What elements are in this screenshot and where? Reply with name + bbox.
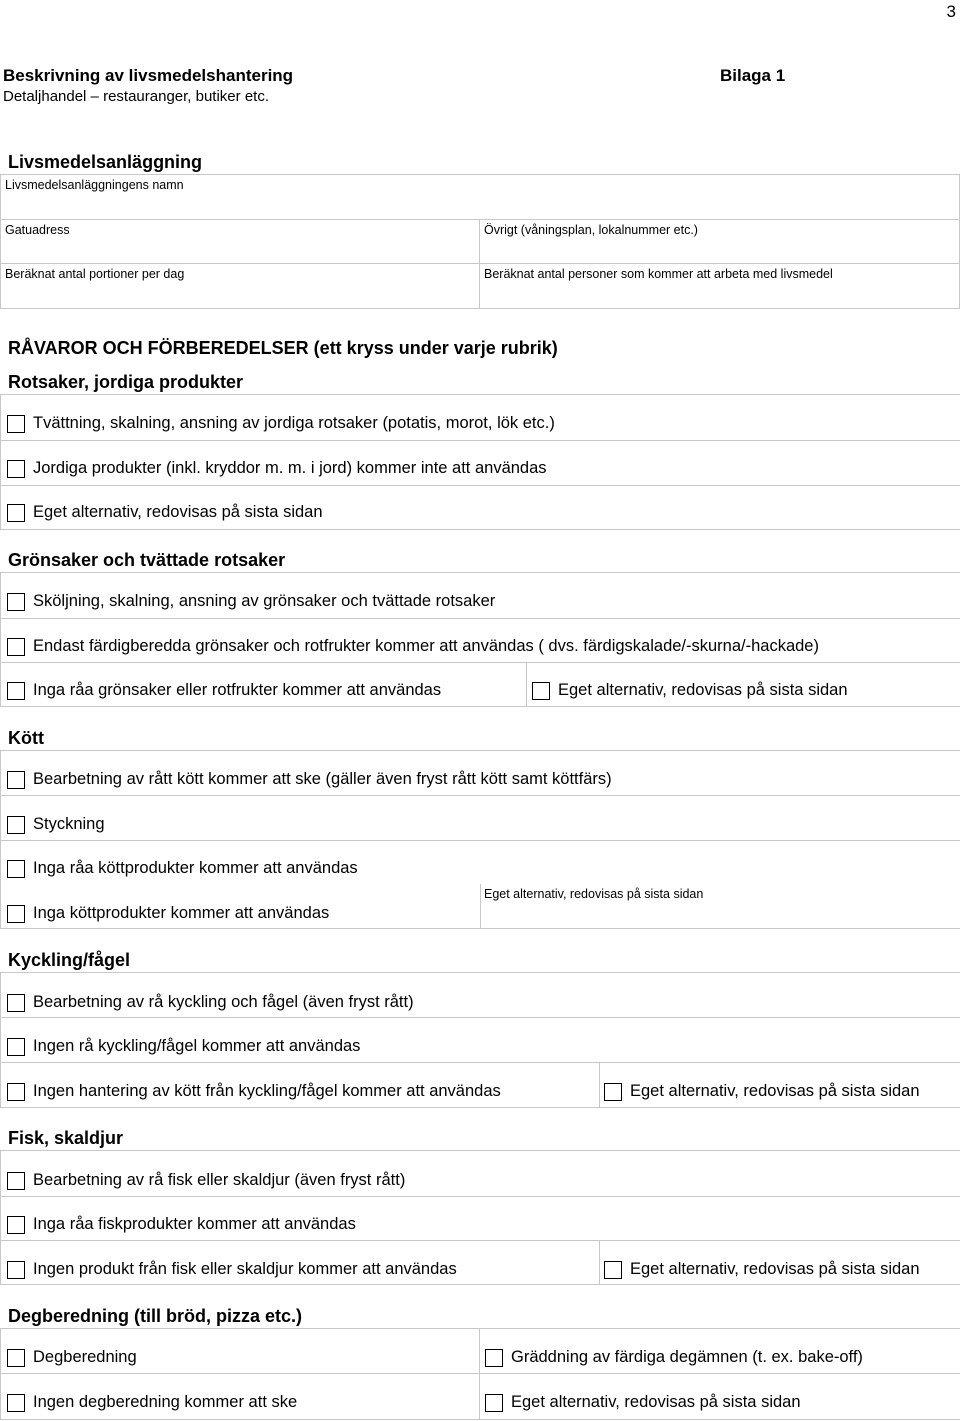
root-divider-2 bbox=[0, 485, 960, 486]
other-address-label: Övrigt (våningsplan, lokalnummer etc.) bbox=[484, 223, 698, 237]
option-label: Inga råa köttprodukter kommer att användas bbox=[33, 859, 358, 877]
checkbox[interactable] bbox=[7, 771, 25, 789]
fish-option-3[interactable] bbox=[7, 1260, 457, 1279]
checkbox[interactable] bbox=[7, 994, 25, 1012]
option-label: Inga råa fiskprodukter kommer att användas bbox=[33, 1215, 356, 1233]
option-label: Sköljning, skalning, ansning av grönsaker och tvättade rotsaker bbox=[33, 592, 496, 610]
fish-heading: Fisk, skaldjur bbox=[8, 1128, 124, 1148]
option-label: Ingen produkt från fisk eller skaldjur kommer att användas bbox=[33, 1260, 457, 1278]
street-address-field[interactable] bbox=[0, 219, 480, 264]
option-label: Jordiga produkter (inkl. kryddor m. m. i jord) kommer inte att användas bbox=[33, 459, 547, 477]
poultry-option-4[interactable] bbox=[604, 1082, 920, 1101]
checkbox[interactable] bbox=[7, 1394, 25, 1412]
option-label: Eget alternativ, redovisas på sista sidan bbox=[511, 1393, 801, 1411]
poultry-option-2[interactable] bbox=[7, 1037, 360, 1056]
checkbox[interactable] bbox=[532, 682, 550, 700]
fish-divider-2 bbox=[0, 1240, 960, 1241]
root-option-1[interactable] bbox=[7, 414, 555, 433]
fish-option-1[interactable] bbox=[7, 1171, 405, 1190]
checkbox[interactable] bbox=[7, 905, 25, 923]
dough-option-1[interactable] bbox=[7, 1348, 137, 1367]
veg-option-3[interactable] bbox=[7, 681, 477, 700]
document-subtitle: Detaljhandel – restauranger, butiker etc. bbox=[3, 88, 269, 105]
facility-heading: Livsmedelsanläggning bbox=[8, 152, 203, 172]
meat-option-1[interactable] bbox=[7, 770, 612, 789]
poultry-option-3[interactable] bbox=[7, 1082, 501, 1101]
poultry-option-1[interactable] bbox=[7, 993, 414, 1012]
option-label: Inga råa grönsaker eller rotfrukter kommer att användas bbox=[33, 681, 442, 699]
dough-heading: Degberedning (till bröd, pizza etc.) bbox=[8, 1306, 303, 1326]
facility-name-label: Livsmedelsanläggningens namn bbox=[5, 178, 184, 192]
option-label: Degberedning bbox=[33, 1348, 137, 1366]
portions-label: Beräknat antal portioner per dag bbox=[5, 267, 185, 281]
meat-own-alternative-field[interactable]: Eget alternativ, redovisas på sista sidan bbox=[484, 887, 704, 901]
portions-field[interactable] bbox=[0, 263, 480, 309]
option-label: Ingen hantering av kött från kyckling/fågel kommer att användas bbox=[33, 1082, 501, 1100]
dough-divider-1 bbox=[0, 1373, 960, 1374]
poultry-divider-1 bbox=[0, 1017, 960, 1018]
checkbox[interactable] bbox=[485, 1394, 503, 1412]
dough-option-2[interactable] bbox=[485, 1348, 863, 1367]
checkbox[interactable] bbox=[7, 593, 25, 611]
other-address-field[interactable] bbox=[479, 219, 960, 264]
checkbox[interactable] bbox=[7, 1172, 25, 1190]
checkbox[interactable] bbox=[604, 1261, 622, 1279]
option-label: Bearbetning av rå fisk eller skaldjur (även fryst rått) bbox=[33, 1171, 406, 1189]
checkbox[interactable] bbox=[7, 415, 25, 433]
veg-option-4[interactable] bbox=[532, 681, 848, 700]
dough-option-3[interactable] bbox=[7, 1393, 297, 1412]
option-label: Bearbetning av rå kyckling och fågel (även fryst rått) bbox=[33, 993, 414, 1011]
page-number: 3 bbox=[946, 2, 956, 21]
option-label: Gräddning av färdiga degämnen (t. ex. bake-off) bbox=[511, 1348, 863, 1366]
persons-label: Beräknat antal personer som kommer att arbeta med livsmedel bbox=[484, 267, 833, 281]
veg-column-divider bbox=[526, 662, 527, 707]
checkbox[interactable] bbox=[7, 1216, 25, 1234]
meat-option-4[interactable] bbox=[7, 904, 329, 923]
checkbox[interactable] bbox=[7, 1083, 25, 1101]
checkbox[interactable] bbox=[7, 1261, 25, 1279]
checkbox[interactable] bbox=[604, 1083, 622, 1101]
checkbox[interactable] bbox=[7, 682, 25, 700]
root-option-2[interactable] bbox=[7, 459, 547, 478]
checkbox[interactable] bbox=[7, 638, 25, 656]
street-address-label: Gatuadress bbox=[5, 223, 70, 237]
option-label: Bearbetning av rått kött kommer att ske (gäller även fryst rått kött samt köttfärs) bbox=[33, 770, 612, 788]
checkbox[interactable] bbox=[7, 816, 25, 834]
meat-option-2[interactable] bbox=[7, 815, 105, 834]
checkbox[interactable] bbox=[7, 860, 25, 878]
veg-heading: Grönsaker och tvättade rotsaker bbox=[8, 550, 286, 570]
raw-materials-heading: RÅVAROR OCH FÖRBEREDELSER (ett kryss under varje rubrik) bbox=[8, 338, 558, 358]
dough-column-divider bbox=[479, 1328, 480, 1420]
meat-divider-2 bbox=[0, 840, 960, 841]
veg-divider-2 bbox=[0, 662, 960, 663]
checkbox[interactable] bbox=[7, 1038, 25, 1056]
root-option-3[interactable] bbox=[7, 503, 323, 522]
option-label: Tvättning, skalning, ansning av jordiga rotsaker (potatis, morot, lök etc.) bbox=[33, 414, 555, 432]
checkbox[interactable] bbox=[7, 460, 25, 478]
meat-column-divider bbox=[480, 884, 481, 929]
fish-column-divider bbox=[599, 1240, 600, 1285]
facility-name-field[interactable] bbox=[0, 174, 960, 220]
meat-heading: Kött bbox=[8, 728, 44, 748]
option-label: Eget alternativ, redovisas på sista sidan bbox=[33, 503, 323, 521]
option-label: Eget alternativ, redovisas på sista sidan bbox=[630, 1082, 920, 1100]
veg-divider-1 bbox=[0, 618, 960, 619]
fish-option-2[interactable] bbox=[7, 1215, 356, 1234]
option-label: Styckning bbox=[33, 815, 105, 833]
poultry-heading: Kyckling/fågel bbox=[8, 950, 131, 970]
root-divider-1 bbox=[0, 440, 960, 441]
appendix-label: Bilaga 1 bbox=[720, 66, 786, 85]
checkbox[interactable] bbox=[485, 1349, 503, 1367]
meat-divider-1 bbox=[0, 795, 960, 796]
document-title: Beskrivning av livsmedelshantering bbox=[3, 66, 294, 85]
persons-field[interactable] bbox=[479, 263, 960, 309]
option-label: Ingen rå kyckling/fågel kommer att användas bbox=[33, 1037, 361, 1055]
option-label: Ingen degberedning kommer att ske bbox=[33, 1393, 298, 1411]
poultry-divider-2 bbox=[0, 1062, 960, 1063]
option-label: Eget alternativ, redovisas på sista sidan bbox=[630, 1260, 920, 1278]
root-heading: Rotsaker, jordiga produkter bbox=[8, 372, 244, 392]
veg-option-2[interactable] bbox=[7, 637, 819, 656]
fish-divider-1 bbox=[0, 1196, 960, 1197]
checkbox[interactable] bbox=[7, 1349, 25, 1367]
dough-option-4[interactable] bbox=[485, 1393, 801, 1412]
option-label: Eget alternativ, redovisas på sista sidan bbox=[558, 681, 848, 699]
veg-option-1[interactable] bbox=[7, 592, 495, 611]
poultry-column-divider bbox=[599, 1062, 600, 1108]
option-label: Endast färdigberedda grönsaker och rotfrukter kommer att användas ( dvs. färdigskalade/-skurna/-hackade) bbox=[33, 637, 819, 655]
fish-option-4[interactable] bbox=[604, 1260, 920, 1279]
checkbox[interactable] bbox=[7, 504, 25, 522]
option-label: Inga köttprodukter kommer att användas bbox=[33, 904, 330, 922]
meat-option-3[interactable] bbox=[7, 859, 358, 878]
